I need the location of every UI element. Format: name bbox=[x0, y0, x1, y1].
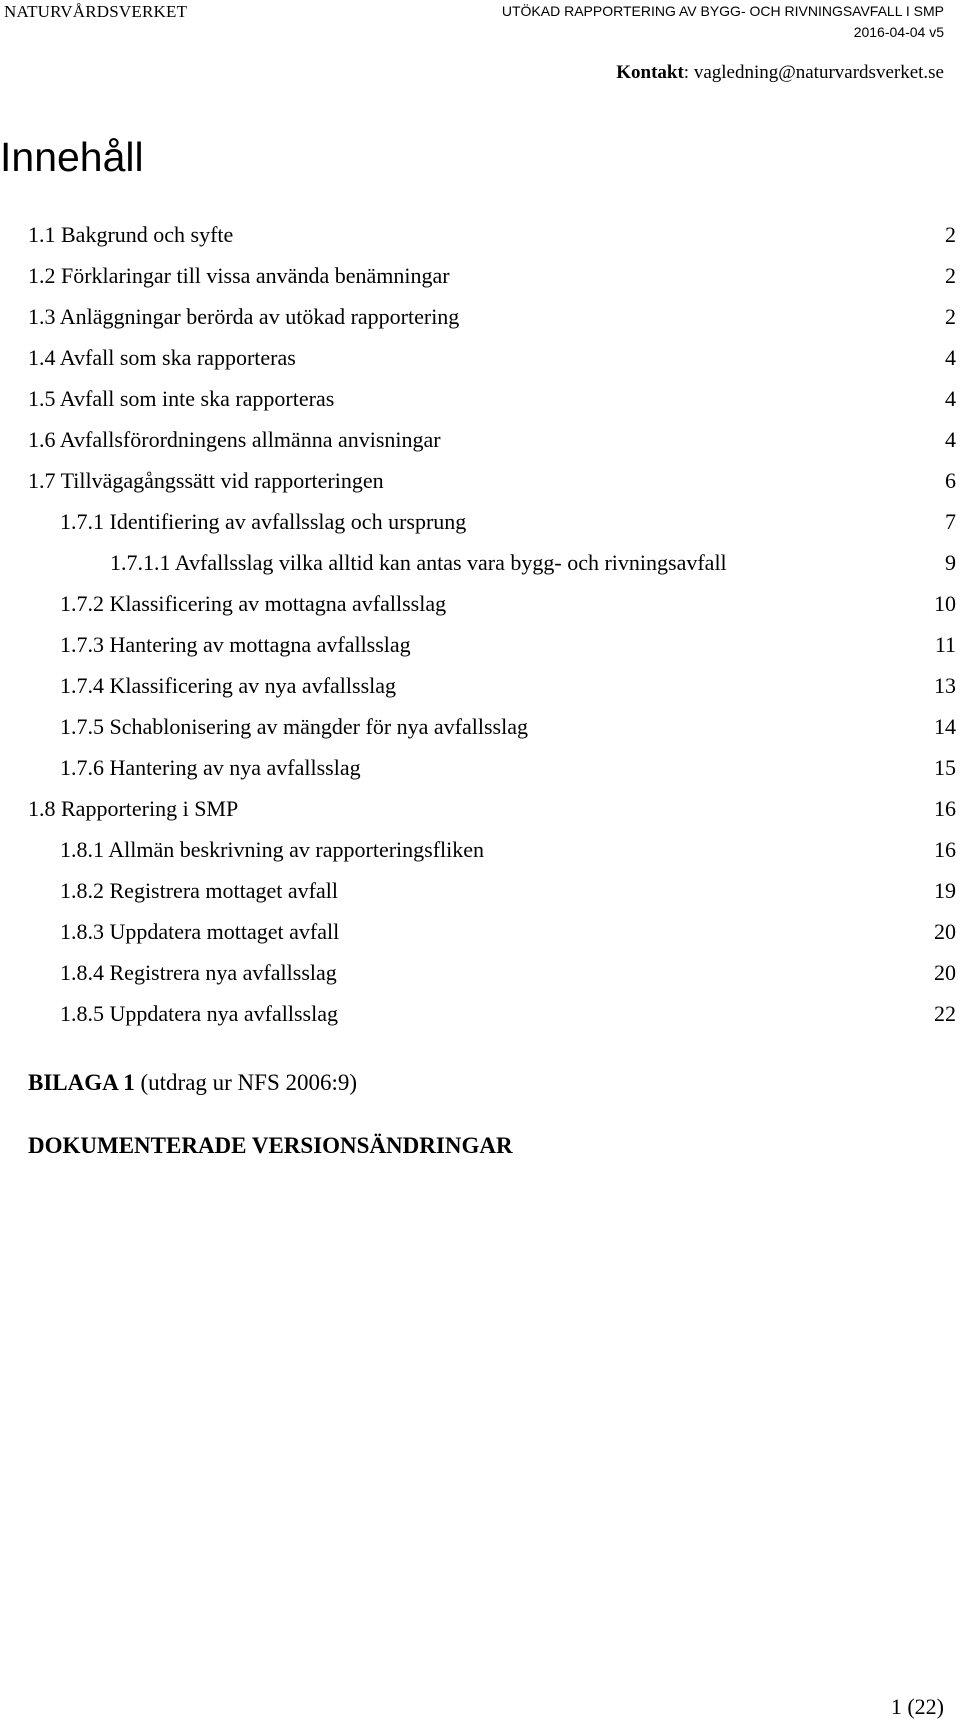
toc-entry[interactable] bbox=[0, 1001, 960, 1042]
toc-entry-page: 2 bbox=[945, 222, 956, 247]
toc-entry-page: 14 bbox=[934, 714, 956, 739]
toc-entry-title: 1.8.4 Registrera nya avfallsslag bbox=[60, 960, 337, 985]
toc-entry[interactable] bbox=[0, 345, 960, 386]
toc-entry-page: 4 bbox=[945, 427, 956, 452]
toc-entry-page: 4 bbox=[945, 345, 956, 370]
toc-entry[interactable] bbox=[0, 427, 960, 468]
toc-entry[interactable] bbox=[0, 714, 960, 755]
toc-entry-title: 1.3 Anläggningar berörda av utökad rapportering bbox=[28, 304, 460, 329]
toc-entry-title: 1.8.2 Registrera mottaget avfall bbox=[60, 878, 338, 903]
toc-entry[interactable] bbox=[0, 591, 960, 632]
toc-entry[interactable] bbox=[0, 222, 960, 263]
toc-entry-page: 9 bbox=[945, 550, 956, 575]
toc-entry-title: 1.7.1.1 Avfallsslag vilka alltid kan antas vara bygg- och rivningsavfall bbox=[110, 550, 727, 575]
toc-entry-page: 2 bbox=[945, 263, 956, 288]
toc-entry[interactable] bbox=[0, 468, 960, 509]
toc-entry[interactable] bbox=[0, 304, 960, 345]
contact-email: : vagledning@naturvardsverket.se bbox=[683, 62, 944, 83]
toc-entry-page: 11 bbox=[934, 632, 956, 657]
toc-entry-title: 1.8.5 Uppdatera nya avfallsslag bbox=[60, 1001, 338, 1026]
toc-entry-title: 1.8 Rapportering i SMP bbox=[28, 796, 239, 821]
toc-entry[interactable] bbox=[0, 632, 960, 673]
toc-entry[interactable] bbox=[0, 960, 960, 1001]
toc-entry-title: 1.8.1 Allmän beskrivning av rapporteringsfliken bbox=[60, 837, 485, 862]
toc-appendix-entry[interactable] bbox=[28, 1070, 357, 1096]
appendix-label: BILAGA 1 bbox=[28, 1070, 135, 1095]
toc-entry-page: 20 bbox=[934, 919, 956, 944]
toc-entry-title: 1.2 Förklaringar till vissa använda benämningar bbox=[28, 263, 450, 288]
table-of-contents bbox=[0, 222, 960, 1042]
toc-entry[interactable] bbox=[0, 386, 960, 427]
toc-entry-page: 13 bbox=[934, 673, 956, 698]
toc-entry-page: 22 bbox=[934, 1001, 956, 1026]
toc-entry-page: 19 bbox=[934, 878, 956, 903]
contact-label: Kontakt bbox=[616, 62, 684, 83]
toc-entry-page: 20 bbox=[934, 960, 956, 985]
toc-entry-page: 6 bbox=[945, 468, 956, 493]
toc-entry-page: 10 bbox=[934, 591, 956, 616]
toc-entry-title: 1.7.2 Klassificering av mottagna avfallsslag bbox=[60, 591, 447, 616]
toc-entry-page: 16 bbox=[934, 837, 956, 862]
header-organization: NATURVÅRDSVERKET bbox=[4, 2, 188, 21]
toc-entry-title: 1.4 Avfall som ska rapporteras bbox=[28, 345, 296, 370]
toc-entry-title: 1.8.3 Uppdatera mottaget avfall bbox=[60, 919, 340, 944]
toc-entry[interactable] bbox=[0, 509, 960, 550]
toc-entry-title: 1.7.3 Hantering av mottagna avfallsslag bbox=[60, 632, 411, 657]
toc-entry-title: 1.7.1 Identifiering av avfallsslag och ursprung bbox=[60, 509, 467, 534]
toc-versions-entry[interactable]: DOKUMENTERADE VERSIONSÄNDRINGAR bbox=[28, 1133, 513, 1158]
toc-entry-title: 1.1 Bakgrund och syfte bbox=[28, 222, 234, 247]
toc-entry[interactable] bbox=[0, 755, 960, 796]
toc-entry-title: 1.5 Avfall som inte ska rapporteras bbox=[28, 386, 335, 411]
toc-entry[interactable] bbox=[0, 878, 960, 919]
header-document-title: UTÖKAD RAPPORTERING AV BYGG- OCH RIVNINGSAVFALL I SMP bbox=[501, 3, 944, 19]
toc-entry-page: 16 bbox=[934, 796, 956, 821]
toc-entry-page: 2 bbox=[945, 304, 956, 329]
toc-title: Innehåll bbox=[0, 134, 144, 180]
page-number: 1 (22) bbox=[890, 1694, 944, 1719]
toc-entry-title: 1.7.5 Schablonisering av mängder för nya avfallsslag bbox=[60, 714, 528, 739]
header-contact bbox=[616, 62, 944, 84]
toc-entry-title: 1.7 Tillvägagångssätt vid rapporteringen bbox=[28, 468, 384, 493]
toc-entry-page: 7 bbox=[945, 509, 956, 534]
toc-entry[interactable] bbox=[0, 796, 960, 837]
toc-entry[interactable] bbox=[0, 837, 960, 878]
toc-entry[interactable] bbox=[0, 263, 960, 304]
header-date-version: 2016-04-04 v5 bbox=[853, 24, 944, 40]
toc-entry-page: 15 bbox=[934, 755, 956, 780]
toc-entry-title: 1.6 Avfallsförordningens allmänna anvisningar bbox=[28, 427, 441, 452]
toc-entry[interactable] bbox=[0, 550, 960, 591]
toc-entry[interactable] bbox=[0, 919, 960, 960]
toc-entry-title: 1.7.6 Hantering av nya avfallsslag bbox=[60, 755, 361, 780]
appendix-description: (utdrag ur NFS 2006:9) bbox=[134, 1070, 358, 1095]
toc-entry-page: 4 bbox=[945, 386, 956, 411]
toc-entry-title: 1.7.4 Klassificering av nya avfallsslag bbox=[60, 673, 397, 698]
toc-entry[interactable] bbox=[0, 673, 960, 714]
